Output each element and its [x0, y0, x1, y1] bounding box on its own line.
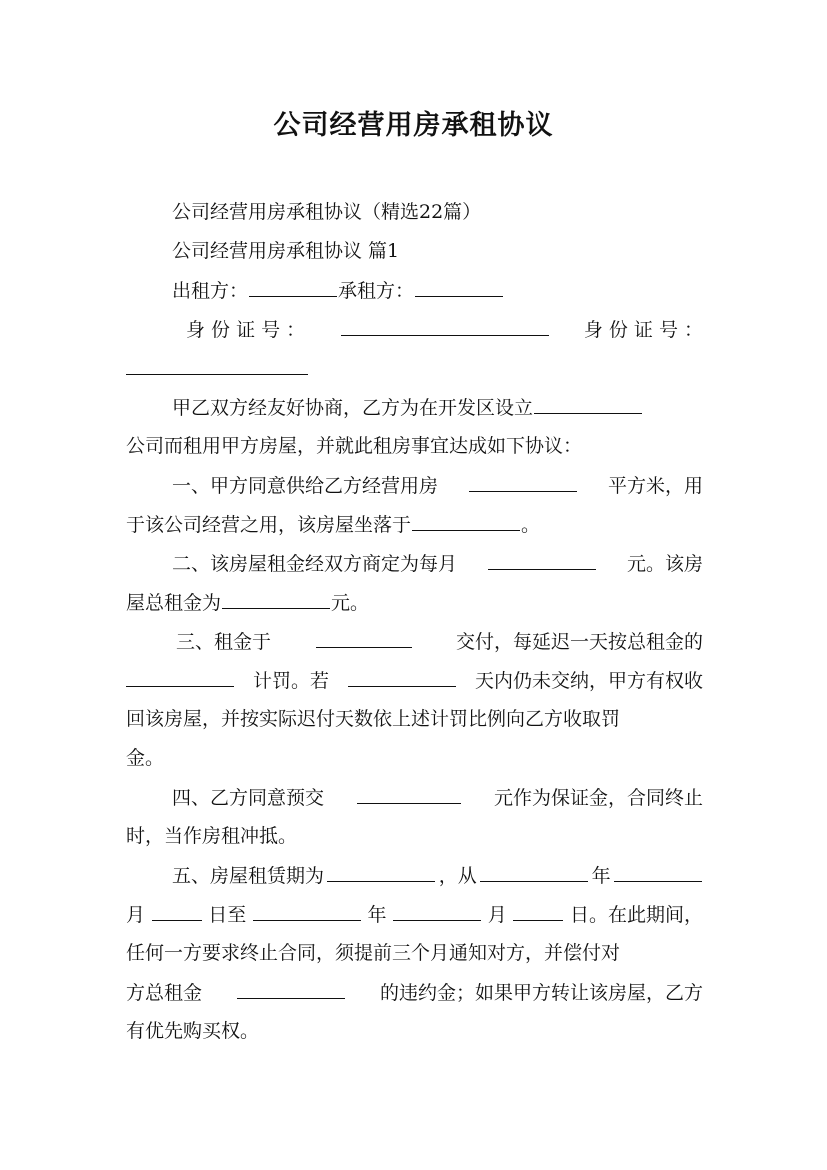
clause-4-line-2 [126, 822, 703, 850]
parties-line [172, 276, 504, 304]
company-name-blank [534, 393, 642, 414]
id-blank-lessor [341, 315, 549, 336]
id-label-lessee: 身 份 证 号 ： [583, 319, 703, 341]
clause-5-text-j: 方总租金 [126, 982, 203, 1004]
clause-3-text-c: 计罚。若 [252, 670, 329, 692]
preamble-text-2: 公司而租用甲方房屋，并就此租房事宜达成如下协议： [126, 435, 583, 457]
clause-5-text-g: 月 [487, 904, 507, 926]
clause-2-text-b: 元。该房 [626, 553, 703, 575]
preamble-text-1: 甲乙双方经友好协商，乙方为在开发区设立 [172, 397, 534, 419]
clause-5-text-c: 年 [591, 865, 611, 887]
clause-1-text-b: 平方米，用 [607, 475, 703, 497]
clause-5-text-i: 任何一方要求终止合同，须提前三个月通知对方，并偿付对 [126, 942, 621, 964]
clause-5-text-e: 日至 [208, 904, 247, 926]
clause-4-line-1 [172, 783, 703, 811]
clause-5-text-f: 年 [367, 904, 387, 926]
start-day-blank [152, 900, 202, 921]
clause-5-line-4 [126, 978, 703, 1006]
clause-5-text-k: 的违约金；如果甲方转让该房屋，乙方 [379, 982, 703, 1004]
clause-5-line-2 [126, 900, 703, 928]
lessee-label: 承租方： [338, 280, 415, 302]
clause-2-text-a: 二、该房屋租金经双方商定为每月 [172, 553, 458, 575]
clause-5-line-1 [172, 861, 703, 889]
clause-1-text-c: 于该公司经营之用，该房屋坐落于 [126, 514, 412, 536]
chapter-heading [172, 237, 399, 265]
clause-4-text-a: 四、乙方同意预交 [172, 787, 325, 809]
subtitle-line [172, 198, 481, 226]
clause-2-text-d: 元。 [331, 592, 370, 614]
grace-days-blank [348, 666, 456, 687]
end-month-blank [393, 900, 481, 921]
clause-4-text-b: 元作为保证金，合同终止 [493, 787, 703, 809]
monthly-rent-blank [488, 549, 596, 570]
clause-2-line-1 [172, 549, 703, 577]
preamble-line-2 [126, 432, 703, 460]
penalty-rate-blank [126, 666, 234, 687]
clause-2-line-2 [126, 588, 703, 616]
clause-1-line-2 [126, 510, 703, 538]
payment-date-blank [316, 627, 412, 648]
clause-5-line-5 [126, 1017, 703, 1045]
clause-3-line-2 [126, 666, 703, 694]
id-number-line [186, 315, 703, 343]
clause-2-text-c: 屋总租金为 [126, 592, 222, 614]
id-number-line-2 [126, 354, 703, 382]
start-month-blank [614, 861, 702, 882]
location-blank [412, 510, 520, 531]
clause-3-text-e: 回该房屋，并按实际迟付天数依上述计罚比例向乙方收取罚 [126, 708, 621, 730]
term-blank [327, 861, 435, 882]
clause-5-text-h: 日。在此期间， [569, 904, 703, 926]
clause-5-line-3 [126, 939, 703, 967]
clause-4-text-c: 时，当作房租冲抵。 [126, 825, 298, 847]
clause-3-text-f: 金。 [126, 747, 165, 769]
lessee-blank [415, 276, 503, 297]
document-title: 公司经营用房承租协议 [273, 110, 554, 141]
area-blank [469, 471, 577, 492]
clause-3-line-1 [176, 627, 703, 655]
end-day-blank [513, 900, 563, 921]
clause-5-text-b: ，从 [438, 865, 477, 887]
id-blank-lessee [126, 354, 308, 375]
lessor-blank [249, 276, 337, 297]
clause-3-text-a: 三、租金于 [176, 631, 272, 653]
start-year-blank [480, 861, 588, 882]
penalty-amount-blank [237, 978, 345, 999]
clause-3-text-b: 交付，每延迟一天按总租金的 [455, 631, 703, 653]
lessor-label: 出租方： [172, 280, 249, 302]
clause-5-text-l: 有优先购买权。 [126, 1020, 260, 1042]
clause-5-text-a: 五、房屋租赁期为 [172, 865, 325, 887]
clause-1-line-1 [172, 471, 703, 499]
clause-3-line-3 [126, 705, 703, 733]
subtitle-text: 公司经营用房承租协议（精选22篇） [172, 201, 482, 223]
clause-3-line-4 [126, 744, 703, 772]
clause-1-text-d: 。 [521, 514, 541, 536]
chapter-text: 公司经营用房承租协议 篇1 [172, 240, 400, 262]
end-year-blank [253, 900, 361, 921]
clause-1-text-a: 一、甲方同意供给乙方经营用房 [172, 475, 439, 497]
clause-5-text-d: 月 [126, 904, 146, 926]
id-label-lessor: 身 份 证 号 ： [186, 319, 306, 341]
total-rent-blank [222, 588, 330, 609]
clause-3-text-d: 天内仍未交纳，甲方有权收 [474, 670, 703, 692]
deposit-blank [357, 783, 461, 804]
preamble-line-1 [172, 393, 703, 421]
